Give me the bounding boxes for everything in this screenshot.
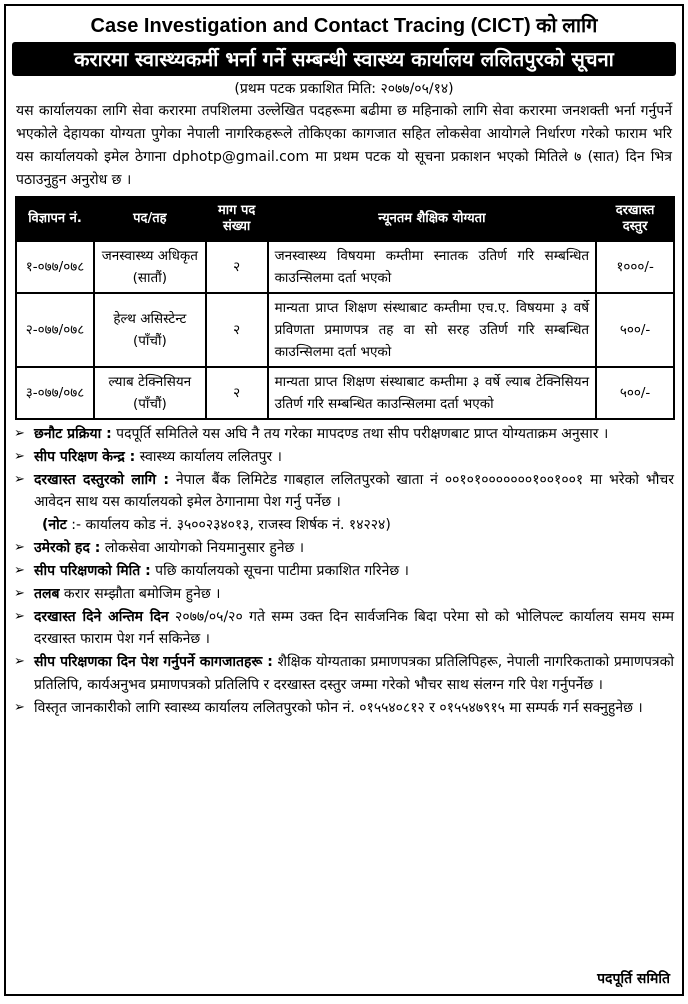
item-label: सीप परिक्षणका दिन पेश गर्नुपर्ने कागजातहरू : — [34, 654, 273, 671]
header-demand: माग पद संख्या — [206, 197, 268, 241]
table-row — [16, 241, 674, 293]
arrow-bullet-icon: ➢ — [14, 654, 25, 670]
cell-post: ल्याब टेक्निसियन (पाँचौं) — [94, 367, 206, 419]
header-ad-no: विज्ञापन नं. — [16, 197, 94, 241]
item-label: तलब — [34, 585, 60, 602]
item-text: शैक्षिक योग्यताका प्रमाणपत्रका प्रतिलिपिहरू, नेपाली नागरिकताको प्रमाणपत्रको प्रतिलिपि, कार्यअनुभव प्रमाणपत्रको प्रतिलिपि र दरखास्त दस्तुर जम्मा गरेको भौचर साथ संलग्न गरि पेश गर्नुपर्नेछ । — [34, 654, 675, 693]
cell-ad-no: २-०७७/०७८ — [16, 293, 94, 367]
item-text: २०७७/०५/२० गते सम्म उक्त दिन सार्वजनिक बिदा परेमा सो को भोलिपल्ट कार्यालय समय सम्म दरखास्त फाराम पेश गर्न सकिनेछ । — [34, 608, 674, 648]
item-label: सीप परिक्षणको मिति : — [34, 562, 151, 579]
header-fee: दरखास्त दस्तुर — [596, 197, 674, 241]
cell-demand: २ — [206, 241, 268, 293]
item-text: लोकसेवा आयोगको नियमानुसार हुनेछ । — [100, 540, 305, 557]
vacancy-table — [15, 196, 675, 420]
arrow-bullet-icon: ➢ — [14, 426, 25, 441]
table-row — [16, 367, 674, 419]
cell-ad-no: ३-०७७/०७८ — [16, 367, 94, 419]
arrow-bullet-icon: ➢ — [14, 585, 25, 601]
cell-demand: २ — [206, 367, 268, 419]
intro-paragraph: यस कार्यालयका लागि सेवा करारमा तपशिलमा उल्लेखित पदहरूमा बढीमा छ महिनाको लागि सेवा करारमा जनशक्ती भर्ना गर्नुपर्ने भएकोले देहायका योग्यता पुगेका नेपाली नागरिकहरूले तोकिएका कागजात सहित लोकसेवा आयोगले निर्धारण गरेको फाराम भरि यस कार्यालयको इमेल ठेगाना dphotp@gmail.com मा प्रथम पटक यो सूचना प्रकाशन भएको मितिले ७ (सात) दिन भित्र पठाउनुहुन अनुरोध छ । — [16, 103, 672, 188]
table-row — [16, 293, 674, 367]
list-item — [14, 537, 674, 560]
notice-title: Case Investigation and Contact Tracing (CICT) को लागि — [90, 15, 598, 37]
note-text: :- कार्यालय कोड नं. ३५००२३४०१३, राजस्व शिर्षक नं. १४२२४) — [66, 517, 391, 534]
notice-page — [4, 4, 684, 996]
cell-ad-no: १-०७७/०७८ — [16, 241, 94, 293]
cell-qualification: जनस्वास्थ्य विषयमा कम्तीमा स्नातक उतिर्ण गरि सम्बन्धित काउन्सिलमा दर्ता भएको — [268, 241, 597, 293]
note-label: (नोट — [42, 517, 67, 534]
list-item — [14, 423, 674, 446]
item-text: स्वास्थ्य कार्यालय ललितपुर । — [135, 448, 282, 465]
item-label: सीप परिक्षण केन्द्र : — [34, 448, 136, 465]
cell-post: हेल्थ असिस्टेन्ट (पाँचौं) — [94, 293, 206, 367]
item-label: दरखास्त दिने अन्तिम दिन — [34, 608, 169, 625]
arrow-bullet-icon: ➢ — [14, 540, 25, 556]
list-item — [14, 446, 674, 469]
arrow-bullet-icon: ➢ — [14, 471, 25, 487]
arrow-bullet-icon: ➢ — [14, 448, 25, 464]
list-item — [14, 560, 674, 583]
list-item — [14, 469, 674, 515]
publication-date: (प्रथम पटक प्रकाशित मिति: २०७७/०५/१४) — [234, 81, 454, 97]
instruction-list — [6, 423, 682, 720]
list-item — [14, 606, 674, 652]
signature: पदपूर्ति समिति — [597, 971, 670, 987]
arrow-bullet-icon: ➢ — [14, 562, 25, 578]
arrow-bullet-icon: ➢ — [14, 608, 25, 624]
header-qualification: न्यूनतम शैक्षिक योग्यता — [268, 197, 597, 241]
fee-note — [14, 514, 674, 537]
item-text: नेपाल बैंक लिमिटेड गाबहाल ललितपुरको खाता नं ००१०१०००००००१००१००१ मा भरेको भौचर आवेदन साथ यस कार्यालयको इमेल ठेगानामा पेश गर्नु पर्नेछ । — [34, 471, 674, 511]
list-item — [14, 651, 674, 697]
item-text: पदपूर्ति समितिले यस अघि नै तय गरेका मापदण्ड तथा सीप परीक्षणबाट प्राप्त योग्यताक्रम अनुसार । — [111, 426, 609, 442]
notice-banner: करारमा स्वास्थ्यकर्मी भर्ना गर्ने सम्बन्धी स्वास्थ्य कार्यालय ललितपुरको सूचना — [12, 42, 676, 76]
cell-qualification: मान्यता प्राप्त शिक्षण संस्थाबाट कम्तीमा ३ वर्षे ल्याब टेक्निसियन उतिर्ण गरि सम्बन्धित काउन्सिलमा दर्ता भएको — [268, 367, 597, 419]
item-text: करार सम्झौता बमोजिम हुनेछ । — [59, 585, 221, 602]
item-label: उमेरको हद : — [34, 540, 101, 557]
item-label: दरखास्त दस्तुरको लागि : — [34, 471, 169, 488]
list-item — [14, 697, 674, 720]
cell-qualification: मान्यता प्राप्त शिक्षण संस्थाबाट कम्तीमा एच.ए. विषयमा ३ वर्षे प्रविणता प्रमाणपत्र तह वा सो सरह उतिर्ण गरि सम्बन्धित काउन्सिलमा दर्ता भएको — [268, 293, 597, 367]
table-header-row — [16, 197, 674, 241]
cell-post: जनस्वास्थ्य अधिकृत (सातौं) — [94, 241, 206, 293]
list-item — [14, 583, 674, 606]
cell-fee: १०००/- — [596, 241, 674, 293]
arrow-bullet-icon: ➢ — [14, 699, 25, 715]
cell-fee: ५००/- — [596, 293, 674, 367]
item-text: विस्तृत जानकारीको लागि स्वास्थ्य कार्यालय ललितपुरको फोन नं. ०१५५४०८१२ र ०१५५४७९१५ मा सम्पर्क गर्न सक्नुहुनेछ । — [34, 699, 643, 716]
item-text: पछि कार्यालयको सूचना पाटीमा प्रकाशित गरिनेछ । — [150, 562, 409, 579]
header-post: पद/तह — [94, 197, 206, 241]
cell-demand: २ — [206, 293, 268, 367]
item-label: छनौट प्रक्रिया : — [34, 426, 112, 442]
cell-fee: ५००/- — [596, 367, 674, 419]
